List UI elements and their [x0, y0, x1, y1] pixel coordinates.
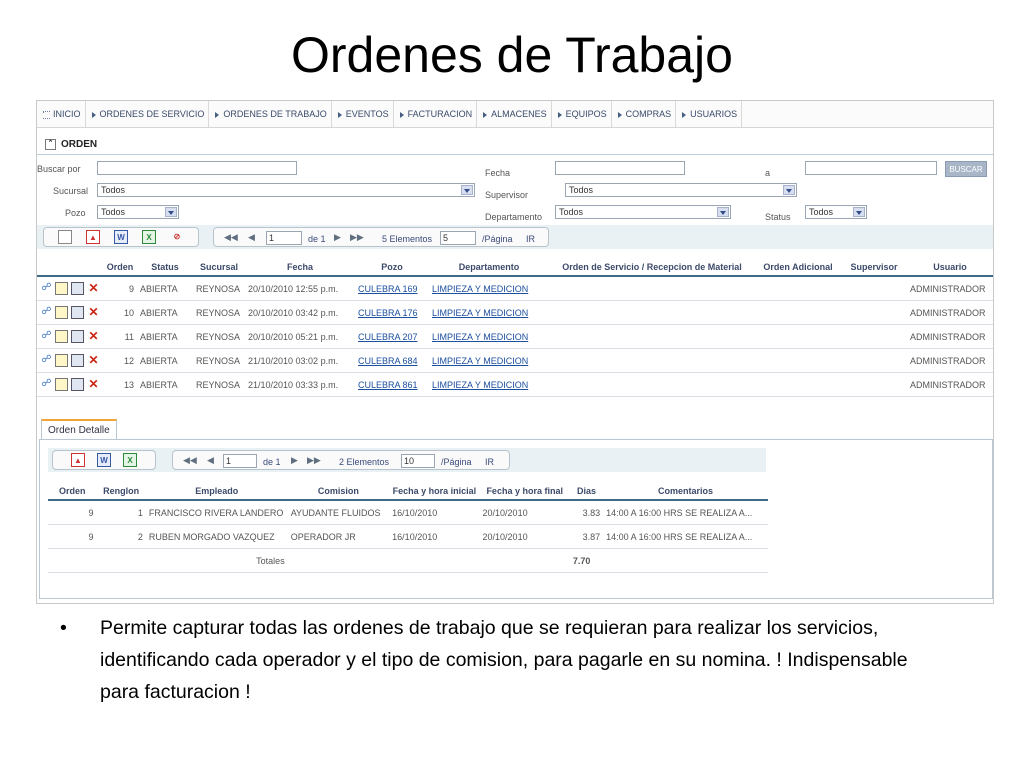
- table-row[interactable]: [37, 325, 993, 349]
- orders-toolbar: [37, 225, 993, 249]
- nav-label: FACTURACION: [407, 109, 473, 119]
- status-value: Todos: [809, 207, 834, 217]
- edit-icon[interactable]: [55, 378, 68, 391]
- row-actions-cell: [37, 276, 103, 301]
- delete-icon[interactable]: ✕: [88, 376, 99, 391]
- arrow-right-icon: [92, 112, 96, 118]
- chevron-down-icon: [165, 207, 177, 217]
- cell-dias: 3.87: [570, 525, 603, 549]
- table-row[interactable]: [37, 349, 993, 373]
- arrow-right-icon: [558, 112, 562, 118]
- cell-fecha-inicial: 16/10/2010: [389, 525, 479, 549]
- tree-icon[interactable]: ☍: [41, 281, 52, 293]
- arrow-right-icon: [618, 112, 622, 118]
- col-renglon[interactable]: Renglon: [97, 483, 146, 500]
- departamento-link[interactable]: LIMPIEZA Y MEDICION: [432, 283, 529, 294]
- totals-spacer: [480, 549, 570, 573]
- departamento-link[interactable]: LIMPIEZA Y MEDICION: [432, 307, 529, 318]
- cell-departamento: [429, 276, 549, 301]
- print-icon[interactable]: [71, 354, 84, 367]
- cell-sucursal: REYNOSA: [193, 301, 245, 325]
- arrow-right-icon: [400, 112, 404, 118]
- nav-item-ordenes-trabajo[interactable]: [209, 101, 331, 127]
- col-usuario[interactable]: Usuario: [907, 259, 993, 276]
- cell-pozo: [355, 301, 429, 325]
- chevron-down-icon: [783, 185, 795, 195]
- chevron-down-icon: [853, 207, 865, 217]
- fecha-input[interactable]: [555, 161, 685, 175]
- cell-empleado: RUBEN MORGADO VAZQUEZ: [146, 525, 288, 549]
- cell-usuario: ADMINISTRADOR: [907, 301, 993, 325]
- cell-comentarios: 14:00 A 16:00 HRS SE REALIZA A...: [603, 500, 768, 525]
- totals-spacer: [603, 549, 768, 573]
- cell-status: ABIERTA: [137, 276, 193, 301]
- print-icon[interactable]: [71, 306, 84, 319]
- totals-spacer: [288, 549, 389, 573]
- cell-comision: AYUDANTE FLUIDOS: [288, 500, 389, 525]
- cell-orden: 11: [103, 325, 137, 349]
- delete-icon[interactable]: ✕: [88, 352, 99, 367]
- chevron-down-icon: [461, 185, 473, 195]
- cell-orden-adicional: [755, 301, 841, 325]
- col-orden[interactable]: Orden: [48, 483, 97, 500]
- tree-icon[interactable]: ☍: [41, 305, 52, 317]
- search-button[interactable]: BUSCAR: [945, 161, 987, 177]
- next-page-icon[interactable]: ▶: [334, 232, 341, 242]
- row-actions-cell: [37, 325, 103, 349]
- table-row[interactable]: [37, 301, 993, 325]
- cell-pozo: [355, 349, 429, 373]
- cell-supervisor: [841, 373, 907, 397]
- last-page-icon[interactable]: ▶▶: [307, 455, 321, 465]
- cell-orden-servicio: [549, 349, 755, 373]
- cell-sucursal: REYNOSA: [193, 276, 245, 301]
- col-actions: [37, 259, 103, 276]
- fecha-label: Fecha: [485, 168, 511, 178]
- word-icon[interactable]: W: [114, 230, 128, 244]
- cell-orden: 9: [48, 525, 97, 549]
- cell-pozo: [355, 276, 429, 301]
- cell-orden-servicio: [549, 276, 755, 301]
- pdf-icon[interactable]: ▲: [86, 230, 100, 244]
- edit-icon[interactable]: [55, 354, 68, 367]
- detail-panel: [39, 439, 993, 599]
- cell-orden: 9: [103, 276, 137, 301]
- pozo-link[interactable]: CULEBRA 207: [358, 331, 418, 342]
- bullet-dot: •: [60, 617, 67, 639]
- pozo-link[interactable]: CULEBRA 169: [358, 283, 418, 294]
- nav-label: INICIO: [53, 109, 81, 119]
- first-page-icon[interactable]: ◀◀: [183, 455, 197, 465]
- table-row[interactable]: [48, 525, 768, 549]
- row-actions-cell: [37, 373, 103, 397]
- supervisor-value: Todos: [569, 185, 594, 195]
- cell-empleado: FRANCISCO RIVERA LANDERO: [146, 500, 288, 525]
- totals-label: Totales: [146, 549, 288, 573]
- collapse-icon[interactable]: ⌃: [45, 139, 56, 150]
- nav-item-compras[interactable]: [612, 101, 677, 127]
- grid-icon: [43, 111, 50, 119]
- cell-dias: 3.83: [570, 500, 603, 525]
- col-pozo[interactable]: Pozo: [355, 259, 429, 276]
- cell-sucursal: REYNOSA: [193, 373, 245, 397]
- status-label: Status: [765, 212, 791, 222]
- delete-icon[interactable]: ✕: [88, 280, 99, 295]
- arrow-right-icon: [215, 112, 219, 118]
- cell-pozo: [355, 373, 429, 397]
- cell-supervisor: [841, 325, 907, 349]
- divider: [37, 154, 993, 155]
- col-orden-servicio[interactable]: Orden de Servicio / Recepcion de Material: [549, 259, 755, 276]
- col-sucursal[interactable]: Sucursal: [193, 259, 245, 276]
- page-input[interactable]: 1: [266, 231, 302, 245]
- supervisor-label: Supervisor: [485, 190, 529, 200]
- pozo-link[interactable]: CULEBRA 176: [358, 307, 418, 318]
- cell-fecha-final: 20/10/2010: [480, 500, 570, 525]
- table-row[interactable]: [48, 500, 768, 525]
- nav-label: COMPRAS: [625, 109, 672, 119]
- arrow-right-icon: [338, 112, 342, 118]
- pozo-link[interactable]: CULEBRA 684: [358, 355, 418, 366]
- slide-title: Ordenes de Trabajo: [291, 27, 733, 83]
- cell-orden-adicional: [755, 325, 841, 349]
- cell-departamento: [429, 373, 549, 397]
- cell-pozo: [355, 325, 429, 349]
- pozo-label: Pozo: [65, 208, 86, 218]
- detail-header-row: [48, 483, 768, 500]
- detail-per-page-label: /Página: [441, 457, 472, 467]
- cell-fecha: 20/10/2010 05:21 p.m.: [245, 325, 355, 349]
- detail-page-input[interactable]: 1: [223, 454, 257, 468]
- detail-page-count: de 1: [263, 457, 281, 467]
- per-page-label: /Página: [482, 234, 513, 244]
- buscar-input[interactable]: [97, 161, 297, 175]
- nav-item-inicio[interactable]: [37, 101, 86, 127]
- arrow-right-icon: [682, 112, 686, 118]
- nav-label: USUARIOS: [690, 109, 738, 119]
- status-select[interactable]: [805, 205, 867, 219]
- cell-fecha: 21/10/2010 03:33 p.m.: [245, 373, 355, 397]
- prev-page-icon[interactable]: ◀: [207, 455, 214, 465]
- col-fecha-inicial[interactable]: Fecha y hora inicial: [389, 483, 479, 500]
- print-icon[interactable]: [71, 378, 84, 391]
- cell-orden: 10: [103, 301, 137, 325]
- col-status[interactable]: Status: [137, 259, 193, 276]
- nav-label: EVENTOS: [345, 109, 389, 119]
- detail-elements-count: 2 Elementos: [339, 457, 390, 467]
- departamento-select[interactable]: [555, 205, 731, 219]
- cell-usuario: ADMINISTRADOR: [907, 373, 993, 397]
- delete-icon[interactable]: ✕: [88, 328, 99, 343]
- cell-fecha: 20/10/2010 03:42 p.m.: [245, 301, 355, 325]
- pozo-link[interactable]: CULEBRA 861: [358, 379, 418, 390]
- col-empleado[interactable]: Empleado: [146, 483, 288, 500]
- cell-usuario: ADMINISTRADOR: [907, 276, 993, 301]
- fecha-a-input[interactable]: [805, 161, 937, 175]
- cell-supervisor: [841, 349, 907, 373]
- last-page-icon[interactable]: ▶▶: [350, 232, 364, 242]
- bullet-point: [60, 612, 940, 708]
- totals-row: [48, 549, 768, 573]
- bullet-text: Permite capturar todas las ordenes de trabajo que se requieran para realizar los servicios, identificando cada operador y el tipo de comision, para pagarle en su nomina. ! Indispensable para facturacion !: [100, 617, 908, 703]
- cell-status: ABIERTA: [137, 301, 193, 325]
- cell-status: ABIERTA: [137, 325, 193, 349]
- chevron-down-icon: [717, 207, 729, 217]
- col-comentarios[interactable]: Comentarios: [603, 483, 768, 500]
- cell-orden: 13: [103, 373, 137, 397]
- app-window: [36, 100, 994, 604]
- nav-item-almacenes[interactable]: [477, 101, 552, 127]
- tree-icon[interactable]: ☍: [41, 329, 52, 341]
- tree-icon[interactable]: ☍: [41, 377, 52, 389]
- sucursal-value: Todos: [101, 185, 126, 195]
- departamento-link[interactable]: LIMPIEZA Y MEDICION: [432, 355, 529, 366]
- edit-icon[interactable]: [55, 330, 68, 343]
- pozo-value: Todos: [101, 207, 126, 217]
- fecha-a-label: a: [765, 168, 771, 178]
- departamento-label: Departamento: [485, 212, 543, 222]
- nav-item-usuarios[interactable]: [676, 101, 742, 127]
- section-header: [45, 137, 97, 153]
- col-fecha[interactable]: Fecha: [245, 259, 355, 276]
- cell-orden-adicional: [755, 349, 841, 373]
- pager-group: [213, 227, 549, 247]
- nav-item-facturacion[interactable]: [394, 101, 478, 127]
- totals-dias: 7.70: [570, 549, 603, 573]
- edit-icon[interactable]: [55, 282, 68, 295]
- top-nav: [37, 101, 993, 128]
- detail-export-group: [52, 450, 156, 470]
- excel-icon[interactable]: X: [123, 453, 137, 467]
- export-group: [43, 227, 199, 247]
- sucursal-select[interactable]: [97, 183, 475, 197]
- new-document-icon[interactable]: [58, 230, 72, 244]
- print-icon[interactable]: [71, 330, 84, 343]
- cell-sucursal: REYNOSA: [193, 325, 245, 349]
- orders-header-row: [37, 259, 993, 276]
- buscar-label: Buscar por: [37, 164, 81, 174]
- cell-comision: OPERADOR JR: [288, 525, 389, 549]
- table-row[interactable]: [37, 373, 993, 397]
- cell-renglon: 1: [97, 500, 146, 525]
- col-comision[interactable]: Comision: [288, 483, 389, 500]
- first-page-icon[interactable]: ◀◀: [224, 232, 238, 242]
- cell-departamento: [429, 349, 549, 373]
- nav-label: EQUIPOS: [565, 109, 607, 119]
- cell-usuario: ADMINISTRADOR: [907, 349, 993, 373]
- cell-fecha-inicial: 16/10/2010: [389, 500, 479, 525]
- cell-status: ABIERTA: [137, 373, 193, 397]
- detail-toolbar: [48, 448, 766, 472]
- edit-icon[interactable]: [55, 306, 68, 319]
- cell-sucursal: REYNOSA: [193, 349, 245, 373]
- sucursal-label: Sucursal: [53, 186, 89, 196]
- cell-departamento: [429, 325, 549, 349]
- filter-clear-icon[interactable]: ⊘: [173, 232, 181, 241]
- cell-orden: 12: [103, 349, 137, 373]
- cell-comentarios: 14:00 A 16:00 HRS SE REALIZA A...: [603, 525, 768, 549]
- nav-label: ORDENES DE SERVICIO: [99, 109, 205, 119]
- detail-table: [48, 483, 768, 573]
- departamento-link[interactable]: LIMPIEZA Y MEDICION: [432, 379, 529, 390]
- elements-count: 5 Elementos: [382, 234, 433, 244]
- nav-label: ALMACENES: [491, 109, 547, 119]
- totals-spacer: [97, 549, 146, 573]
- cell-orden-servicio: [549, 325, 755, 349]
- pozo-select[interactable]: [97, 205, 179, 219]
- cell-orden: 9: [48, 500, 97, 525]
- cell-departamento: [429, 301, 549, 325]
- cell-orden-servicio: [549, 373, 755, 397]
- departamento-value: Todos: [559, 207, 584, 217]
- per-page-input[interactable]: 5: [440, 231, 476, 245]
- pdf-icon[interactable]: ▲: [71, 453, 85, 467]
- cell-supervisor: [841, 301, 907, 325]
- nav-item-equipos[interactable]: [552, 101, 612, 127]
- row-actions-cell: [37, 301, 103, 325]
- word-icon[interactable]: W: [97, 453, 111, 467]
- row-actions-cell: [37, 349, 103, 373]
- nav-item-ordenes-servicio[interactable]: [86, 101, 210, 127]
- nav-label: ORDENES DE TRABAJO: [223, 109, 327, 119]
- cell-usuario: ADMINISTRADOR: [907, 325, 993, 349]
- excel-icon[interactable]: X: [142, 230, 156, 244]
- cell-status: ABIERTA: [137, 349, 193, 373]
- prev-page-icon[interactable]: ◀: [248, 232, 255, 242]
- cell-orden-adicional: [755, 276, 841, 301]
- col-fecha-final[interactable]: Fecha y hora final: [480, 483, 570, 500]
- print-icon[interactable]: [71, 282, 84, 295]
- col-dias[interactable]: Dias: [570, 483, 603, 500]
- totals-spacer: [48, 549, 97, 573]
- cell-supervisor: [841, 276, 907, 301]
- cell-renglon: 2: [97, 525, 146, 549]
- tab-orden-detalle[interactable]: Orden Detalle: [41, 419, 117, 441]
- col-departamento[interactable]: Departamento: [429, 259, 549, 276]
- detail-per-page-input[interactable]: 10: [401, 454, 435, 468]
- cell-orden-adicional: [755, 373, 841, 397]
- col-orden[interactable]: Orden: [103, 259, 137, 276]
- orders-table: [37, 259, 993, 397]
- departamento-link[interactable]: LIMPIEZA Y MEDICION: [432, 331, 529, 342]
- cell-fecha: 20/10/2010 12:55 p.m.: [245, 276, 355, 301]
- section-title: ORDEN: [61, 139, 98, 150]
- col-orden-adicional[interactable]: Orden Adicional: [755, 259, 841, 276]
- detail-pager-group: [172, 450, 510, 470]
- next-page-icon[interactable]: ▶: [291, 455, 298, 465]
- arrow-right-icon: [483, 112, 487, 118]
- nav-item-eventos[interactable]: [332, 101, 394, 127]
- delete-icon[interactable]: ✕: [88, 304, 99, 319]
- tree-icon[interactable]: ☍: [41, 353, 52, 365]
- cell-fecha: 21/10/2010 03:02 p.m.: [245, 349, 355, 373]
- col-supervisor[interactable]: Supervisor: [841, 259, 907, 276]
- go-button[interactable]: IR: [526, 234, 535, 244]
- page-count: de 1: [308, 234, 326, 244]
- supervisor-select[interactable]: [565, 183, 797, 197]
- totals-spacer: [389, 549, 479, 573]
- table-row[interactable]: [37, 276, 993, 301]
- detail-go-button[interactable]: IR: [485, 457, 494, 467]
- cell-fecha-final: 20/10/2010: [480, 525, 570, 549]
- cell-orden-servicio: [549, 301, 755, 325]
